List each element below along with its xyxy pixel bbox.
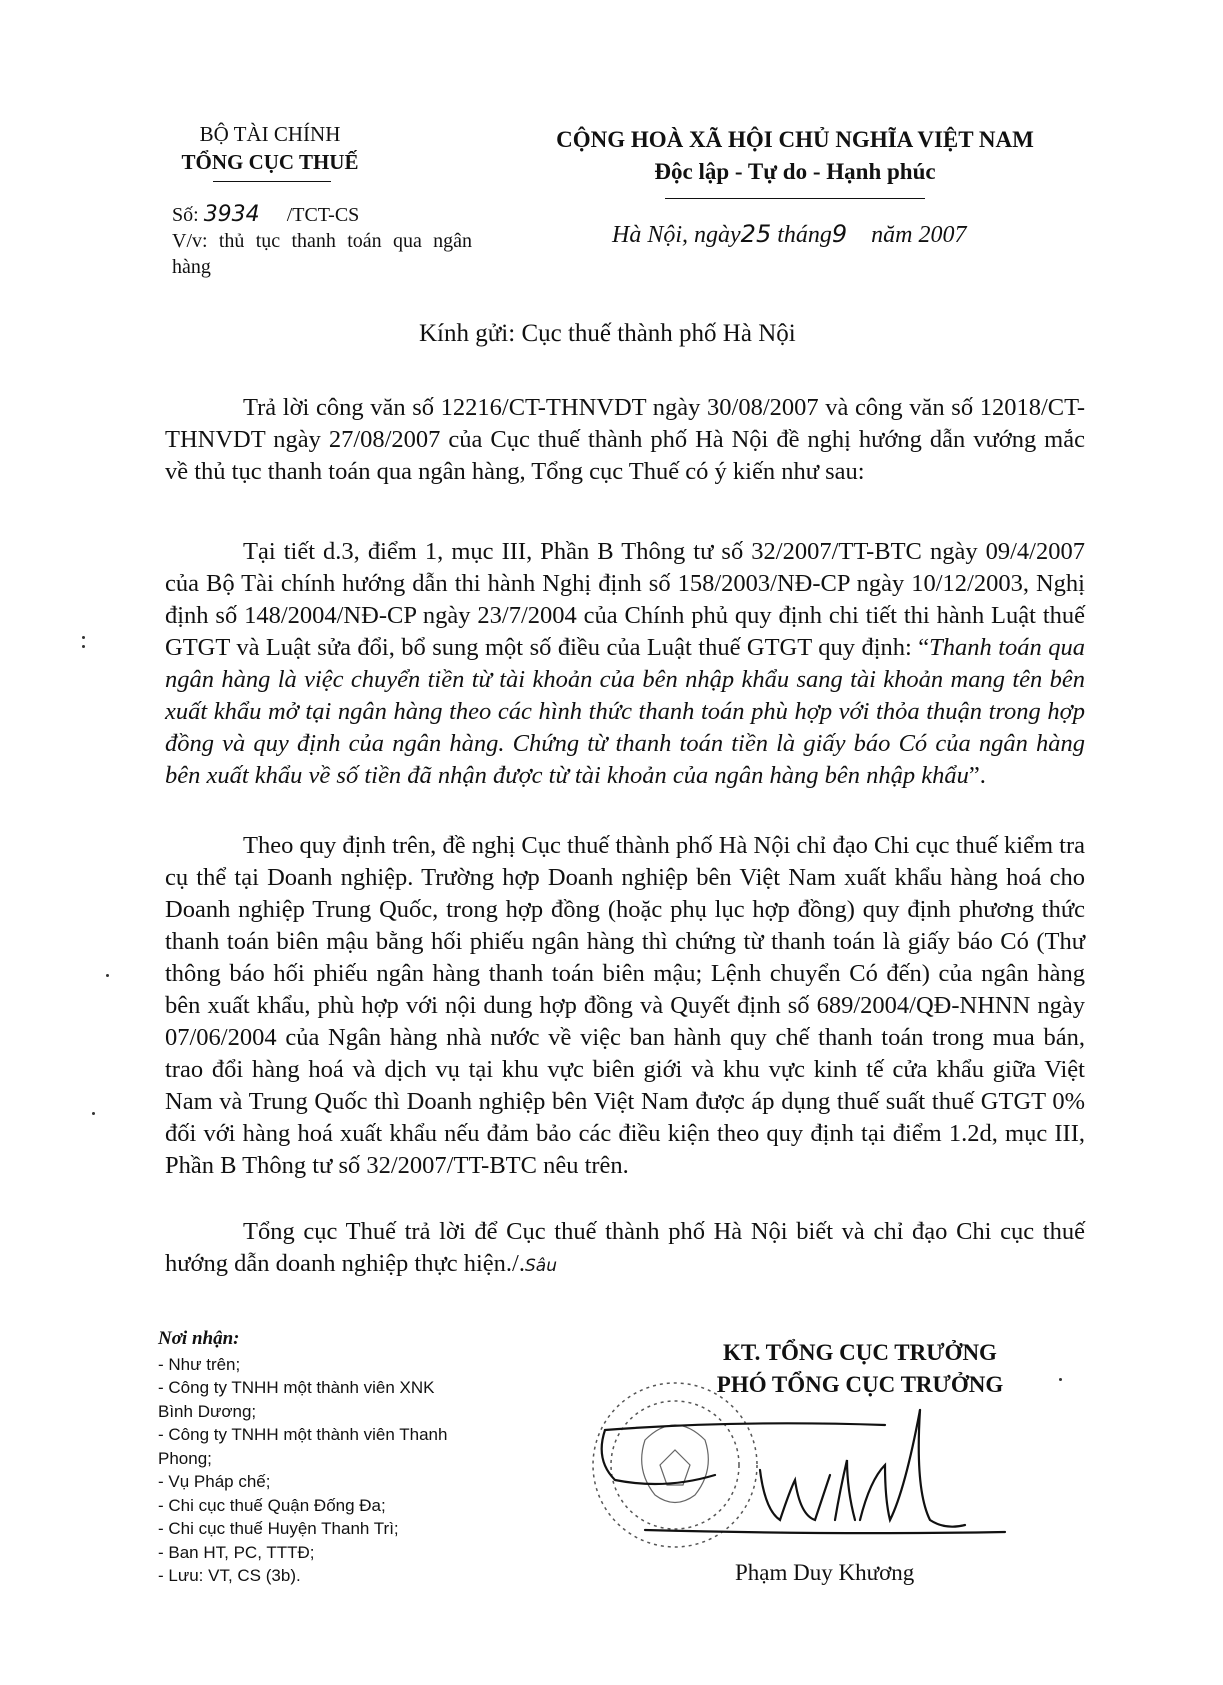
national-header [520,124,1070,188]
seal-emblem [642,1425,709,1503]
recipient-item: - Công ty TNHH một thành viên XNK Bình Dương; [158,1378,435,1421]
document-subject: V/v: thủ tục thanh toán qua ngân hàng [172,230,472,278]
recipient-item: - Chi cục thuế Quận Đống Đa; [158,1495,386,1515]
scan-speck [1059,1378,1062,1381]
handwritten-day: 25 [740,220,772,248]
issuing-agency [150,120,390,176]
handwritten-month: 9 [831,220,848,248]
addressee: Kính gửi: Cục thuế thành phố Hà Nội [419,320,796,347]
body-paragraph-3: Theo quy định trên, đề nghị Cục thuế thành phố Hà Nội chỉ đạo Chi cục thuế kiểm tra cụ thể tại Doanh nghiệp. Trường hợp Doanh nghiệp bên Việt Nam xuất khẩu hàng hoá cho Doanh nghiệp Trung Quốc, trong hợp đồng (hoặc phụ lục hợp đồng) quy định phương thức thanh toán biên mậu bằng hối phiếu ngân hàng thì chứng từ thanh toán là giấy báo Có (Thư thông báo hối phiếu ngân hàng thanh toán biên mậu; Lệnh chuyển Có đến) của ngân hàng bên xuất khẩu, phù hợp với nội dung hợp đồng và Quyết định số 689/2004/QĐ-NHNN ngày 07/06/2004 của Ngân hàng nhà nước về việc ban hành quy chế thanh toán trong mua bán, trao đổi hàng hoá và dịch vụ tại khu vực biên giới và khu vực kinh tế cửa khẩu giữa Việt Nam và Trung Quốc thì Doanh nghiệp bên Việt Nam được áp dụng thuế suất thuế GTGT 0% đối với hàng hoá xuất khẩu nếu đảm bảo các điều kiện theo quy định tại điểm 1.2d, mục III, Phần B Thông tư số 32/2007/TT-BTC nêu trên. [165,832,1085,1179]
handwritten-number: 3934 [203,202,260,227]
department-name: TỔNG CỤC THUẾ [181,150,359,174]
official-seal-and-signature [585,1370,1085,1570]
body-paragraph-4: Tổng cục Thuế trả lời để Cục thuế thành phố Hà Nội biết và chỉ đạo Chi cục thuế hướng dẫn doanh nghiệp thực hiện./.Sâu [165,1218,1085,1277]
document-number: Số: 3934 /TCT-CS [172,202,360,227]
country-name: CỘNG HOÀ XÃ HỘI CHỦ NGHĨA VIỆT NAM [556,127,1034,152]
ministry-name: BỘ TÀI CHÍNH [199,122,341,146]
document-date: Hà Nội, ngày25 tháng9 năm 2007 [612,220,967,248]
recipient-item: - Vụ Pháp chế; [158,1472,271,1491]
scan-speck [82,636,85,639]
body-paragraph-2: Tại tiết d.3, điểm 1, mục III, Phần B Thông tư số 32/2007/TT-BTC ngày 09/4/2007 của Bộ Tài chính hướng dẫn thi hành Nghị định số 158/2003/NĐ-CP ngày 10/12/2003, Nghị định số 148/2004/NĐ-CP ngày 23/7/2004 của Chính phủ quy định chi tiết thi hành Luật thuế GTGT và Luật sửa đổi, bổ sung một số điều của Luật thuế GTGT quy định: “Thanh toán qua ngân hàng là việc chuyển tiền từ tài khoản của bên nhập khẩu sang tài khoản mang tên bên xuất khẩu mở tại ngân hàng theo các hình thức thanh toán phù hợp với thỏa thuận trong hợp đồng và quy định của ngân hàng. Chứng từ thanh toán tiền là giấy báo Có của ngân hàng bên xuất khẩu về số tiền đã nhận được từ tài khoản của ngân hàng bên nhập khẩu”. [165,538,1085,789]
recipients-title: Nơi nhận: [158,1328,240,1349]
signatory-name: Phạm Duy Khương [735,1560,915,1585]
motto-underline [665,198,925,199]
body-paragraph-1: Trả lời công văn số 12216/CT-THNVDT ngày 30/08/2007 và công văn số 12018/CT-THNVDT ngày 27/08/2007 của Cục thuế thành phố Hà Nội đề nghị hướng dẫn vướng mắc về thủ tục thanh toán qua ngân hàng, Tổng cục Thuế có ý kiến như sau: [165,394,1085,485]
recipient-item: - Công ty TNHH một thành viên Thanh Phong; [158,1425,448,1468]
scan-speck [106,974,109,977]
signatory-title: KT. TỔNG CỤC TRƯỞNG PHÓ TỔNG CỤC TRƯỞNG [716,1340,1004,1397]
handwritten-initial: Sâu [525,1256,557,1276]
scan-speck [92,1112,95,1115]
recipients-list [158,1327,458,1588]
agency-underline [213,181,331,182]
scan-speck [82,645,85,648]
motto: Độc lập - Tự do - Hạnh phúc [654,159,936,184]
seal-stamp [593,1383,757,1547]
recipient-item: - Như trên; [158,1354,241,1374]
recipient-item: - Lưu: VT, CS (3b). [158,1566,301,1585]
document-meta [172,202,472,280]
recipient-item: - Chi cục thuế Huyện Thanh Trì; [158,1519,399,1538]
recipient-item: - Ban HT, PC, TTTĐ; [158,1542,315,1562]
quoted-regulation: Thanh toán qua ngân hàng là việc chuyển tiền từ tài khoản của bên nhập khẩu sang tài khoản mang tên bên xuất khẩu mở tại ngân hàng theo các hình thức thanh toán phù hợp với thỏa thuận trong hợp đồng và quy định của ngân hàng. Chứng từ thanh toán tiền là giấy báo Có của ngân hàng bên xuất khẩu về số tiền đã nhận được từ tài khoản của ngân hàng bên nhập khẩu [165,634,1085,789]
